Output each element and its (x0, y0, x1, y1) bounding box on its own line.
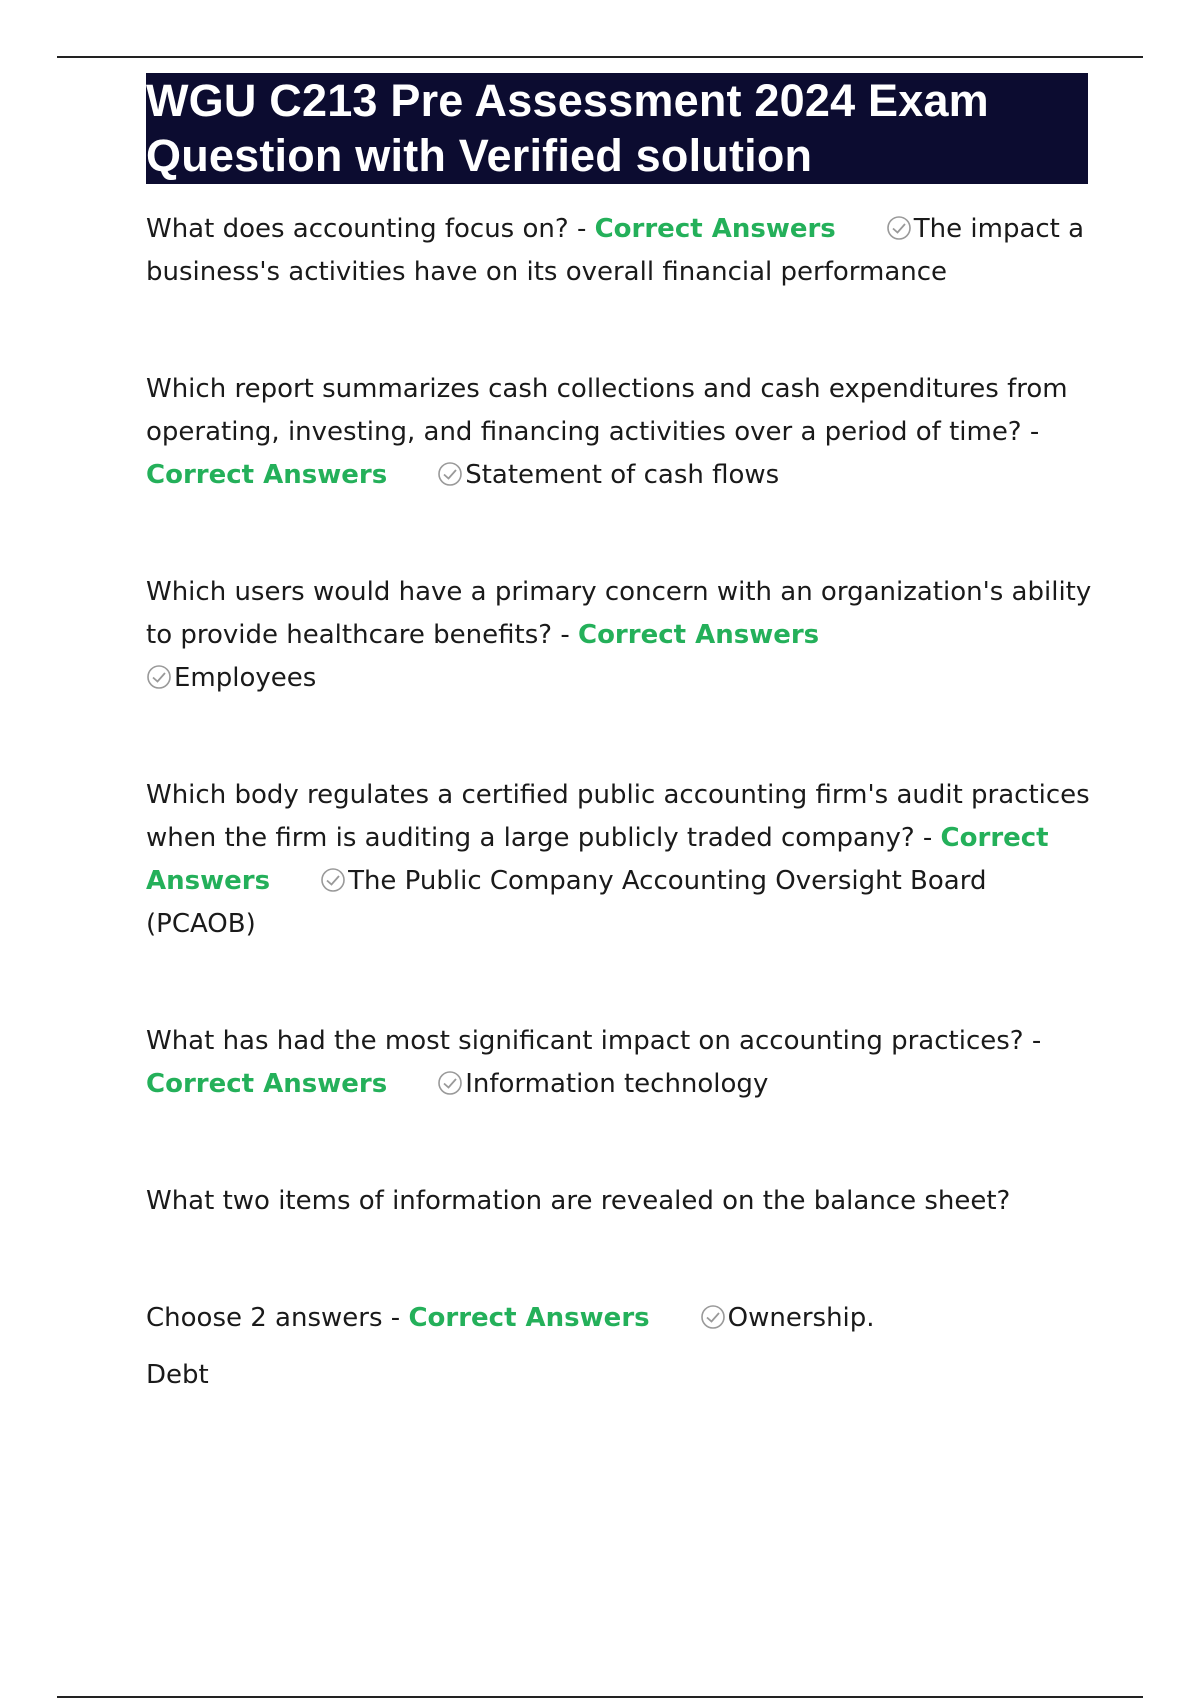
check-circle-icon (700, 1304, 726, 1330)
top-rule (57, 56, 1143, 58)
bottom-rule (57, 1696, 1143, 1698)
answer-text: Ownership. (727, 1303, 875, 1333)
question-text: What does accounting focus on? - (146, 214, 587, 244)
check-circle-icon (886, 215, 912, 241)
qa-item-2 (146, 368, 1096, 497)
answer-text: Statement of cash flows (465, 460, 780, 490)
qa-item-3 (146, 571, 1096, 700)
document-body (146, 208, 1096, 1397)
qa-item-6-question: What two items of information are revealed on the balance sheet? (146, 1186, 1011, 1216)
check-circle-icon (320, 867, 346, 893)
correct-answers-label: Correct Answers (408, 1303, 650, 1333)
correct-answers-label: Correct Answers (577, 620, 820, 650)
answer-text: The impact a business's activities have on its overall financial performance (146, 214, 1085, 287)
qa-item-5 (146, 1020, 1096, 1106)
qa-item-6 (146, 1297, 1096, 1340)
question-text: Choose 2 answers - (146, 1303, 401, 1333)
question-text: Which report summarizes cash collections and cash expenditures from operating, investing, and financing activities over a period of time? - (146, 374, 1068, 447)
qa-item-1 (146, 208, 1096, 294)
document-title: WGU C213 Pre Assessment 2024 Exam Question with Verified solution (146, 75, 989, 181)
question-text: Which users would have a primary concern with an organization's ability to provide healthcare benefits? - (146, 577, 1092, 650)
correct-answers-label: Correct Answers (146, 1069, 388, 1099)
answer-text-2: Debt (146, 1360, 209, 1390)
answer-text: Information technology (465, 1069, 769, 1099)
correct-answers-label: Correct Answers (146, 460, 388, 490)
question-text: What has had the most significant impact on accounting practices? - (146, 1026, 1042, 1056)
question-text: Which body regulates a certified public accounting firm's audit practices when the firm is auditing a large publicly traded company? - (146, 780, 1090, 853)
correct-answers-label: Correct Answers (146, 823, 1049, 896)
qa-item-4 (146, 774, 1096, 946)
answer-text: Employees (174, 663, 317, 693)
check-circle-icon (437, 461, 463, 487)
check-circle-icon (146, 664, 172, 690)
document-title-block (146, 73, 1088, 184)
check-circle-icon (437, 1070, 463, 1096)
correct-answers-label: Correct Answers (594, 214, 836, 244)
answer-text: The Public Company Accounting Oversight Board (PCAOB) (146, 866, 987, 939)
